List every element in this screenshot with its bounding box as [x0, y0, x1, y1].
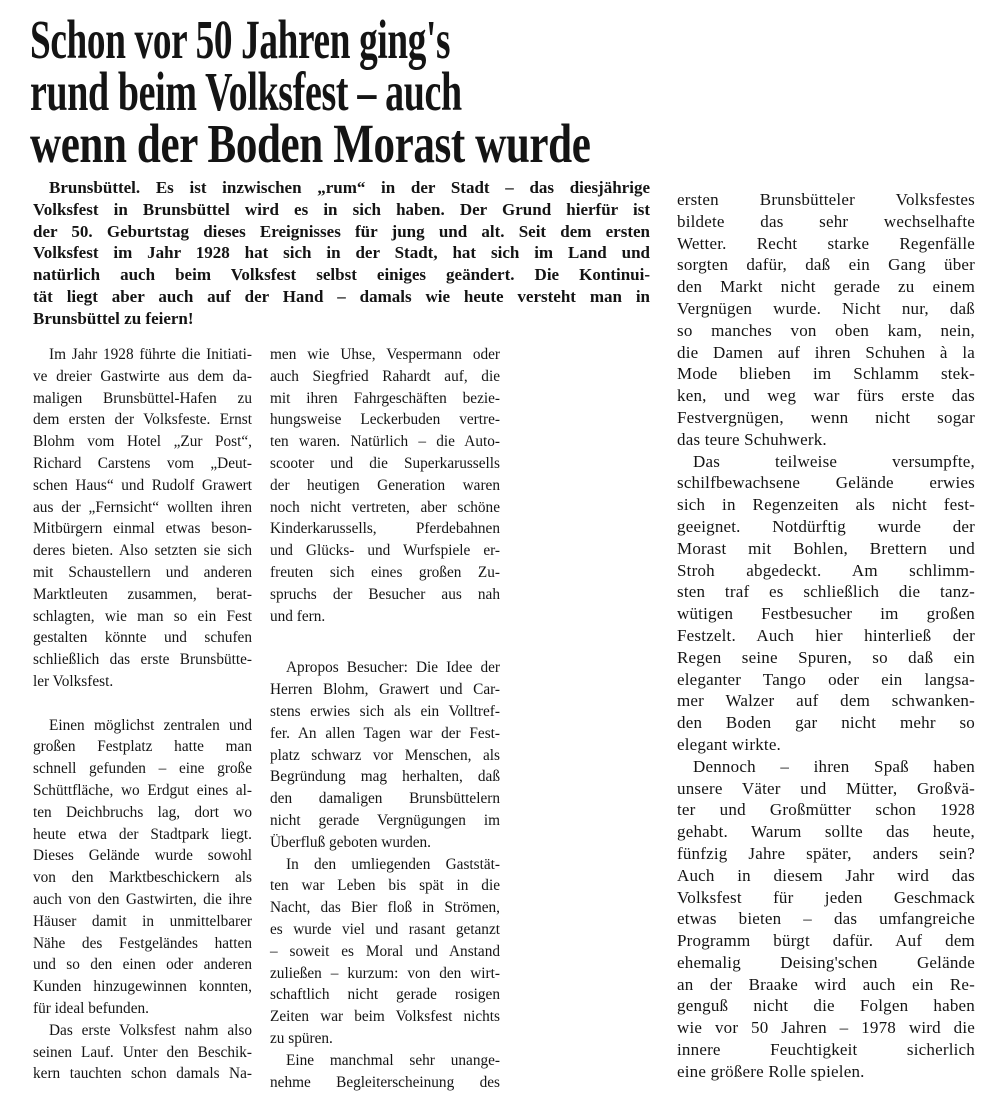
- text-line: Apropos Besucher: Die Idee der: [286, 659, 500, 677]
- text-line: Volksfest in Brunsbüttel wird es in sich haben. Der Grund hierfür ist: [33, 199, 650, 219]
- text-line: von den Marktbeschickern als: [33, 869, 252, 887]
- paragraph: [33, 1020, 252, 1085]
- text-line: Überfluß geboten wurden.: [270, 833, 431, 851]
- paragraph: [33, 715, 252, 1020]
- text-line: schnell gefunden – eine große: [33, 760, 252, 778]
- text-line: das teure Schuhwerk.: [677, 429, 827, 449]
- text-line: nehme Begleiterscheinung des: [270, 1073, 500, 1091]
- text-line: – soweit es Moral und Anstand: [270, 942, 500, 960]
- text-line: der 50. Geburtstag dieses Ereignisses für jung und alt. Seit dem ersten: [33, 221, 650, 241]
- text-line: Das teilweise versumpfte,: [693, 451, 975, 471]
- paragraph: [270, 854, 500, 1050]
- text-line: fer. An allen Tagen war der Fest-: [270, 724, 500, 742]
- paragraph: [677, 756, 975, 1083]
- article-column-2: [270, 344, 500, 1093]
- text-line: Vergnügen wurde. Nicht nur, daß: [677, 298, 975, 318]
- headline-line: wenn der Boden Morast wurde: [30, 113, 591, 174]
- text-line: sich in Regenzeiten als nicht fest-: [677, 495, 975, 515]
- text-line: Wetter. Recht starke Regenfälle: [677, 233, 975, 253]
- text-line: gehabt. Warum sollte das heute,: [677, 822, 975, 842]
- text-line: hungsweise Leckerbuden vertre-: [270, 411, 500, 429]
- text-line: auch von den Gastwirten, die ihre: [33, 890, 252, 908]
- text-line: eleganter Tango oder ein langsa-: [677, 669, 975, 689]
- text-line: schließlich das erste Brunsbütte-: [33, 651, 252, 669]
- text-line: kern tauchten schon damals Na-: [33, 1065, 252, 1083]
- text-line: fünfzig Jahre später, anders sein?: [677, 843, 975, 863]
- text-line: Herren Blohm, Grawert und Car-: [270, 681, 500, 699]
- text-line: ten waren. Natürlich – die Auto-: [270, 433, 500, 451]
- text-line: an der Braake wird auch ein Re-: [677, 974, 975, 994]
- text-line: zuließen – kurzum: von den wirt-: [270, 964, 500, 982]
- text-line: ehemalig Deising'schen Gelände: [677, 952, 975, 972]
- paragraph: [677, 189, 975, 451]
- text-line: In den umliegenden Gaststät-: [286, 855, 500, 873]
- headline-line: Schon vor 50 Jahren ging's: [30, 9, 451, 70]
- text-line: den Markt nicht gerade zu einem: [677, 277, 975, 297]
- text-line: Brunsbüttel. Es ist inzwischen „rum“ in der Stadt – das diesjährige: [49, 178, 650, 197]
- text-line: schilfbewachsene Gelände erwies: [677, 473, 975, 493]
- article-column-1: [33, 344, 252, 1085]
- text-line: zu spüren.: [270, 1029, 333, 1047]
- text-line: unsere Väter und Mütter, Großvä-: [677, 778, 975, 798]
- text-line: ten war Leben bis spät in die: [270, 877, 500, 895]
- article-column-3: [677, 189, 975, 1083]
- text-line: schaftlich nicht gerade rosigen: [270, 986, 500, 1004]
- text-line: ve dreier Gastwirte aus dem da-: [33, 367, 252, 385]
- article-headline: [30, 9, 990, 174]
- text-line: nicht gerade Vergnügungen im: [270, 811, 500, 829]
- text-line: maligen Brunsbüttel-Hafen zu: [33, 389, 252, 407]
- text-line: Brunsbüttel zu feiern!: [33, 308, 194, 328]
- text-line: Kunden hinzugewinnen konnten,: [33, 978, 252, 996]
- text-line: sorgten dafür, daß ein Gang über: [677, 255, 975, 275]
- headline-line: rund beim Volksfest – auch: [30, 61, 462, 122]
- text-line: Marktleuten zusammen, berat-: [33, 585, 252, 603]
- text-line: platz schwarz vor Menschen, als: [270, 746, 500, 764]
- text-line: Zeiten war beim Volksfest nichts: [270, 1008, 500, 1026]
- text-line: Eine manchmal sehr unange-: [286, 1051, 500, 1069]
- text-line: mit ihren Fahrgeschäften bezie-: [270, 389, 500, 407]
- text-line: den damaligen Brunsbüttelern: [270, 790, 500, 808]
- text-line: heute etwa der Stadtpark liegt.: [33, 825, 252, 843]
- paragraph: [270, 1050, 500, 1094]
- paragraph: [33, 344, 252, 693]
- text-line: Festzelt. Auch hier hinterließ der: [677, 625, 975, 645]
- article-lead: [33, 177, 650, 330]
- text-line: Einen möglichst zentralen und: [49, 716, 252, 734]
- text-line: seinen Lauf. Unter den Beschik-: [33, 1043, 252, 1061]
- text-line: Programm bürgt dafür. Auf dem: [677, 931, 975, 951]
- text-line: natürlich auch beim Volksfest selbst einiges geändert. Die Kontinui-: [33, 265, 650, 285]
- text-line: ter und Großmütter schon 1928: [677, 800, 975, 820]
- text-line: Schüttfläche, wo Erdgut eines al-: [33, 781, 252, 799]
- text-line: Mitbürgern einmal etwas beson-: [33, 520, 252, 538]
- text-line: sten traf es schließlich die tanz-: [677, 582, 975, 602]
- text-line: schlagten, wie man so ein Fest: [33, 607, 252, 625]
- text-line: mer Walzer auf dem schwanken-: [677, 691, 975, 711]
- paragraph: [33, 177, 650, 330]
- text-line: und so den einen oder anderen: [33, 956, 252, 974]
- text-line: Im Jahr 1928 führte die Initiati-: [49, 346, 252, 363]
- text-line: scooter und die Superkarussells: [270, 454, 500, 472]
- text-line: bildete das sehr wechselhafte: [677, 211, 975, 231]
- text-line: großen Festplatz hatte man: [33, 738, 252, 756]
- text-line: Stroh abgedeckt. Am schlimm-: [677, 560, 975, 580]
- text-line: wie vor 50 Jahren – 1978 wird die: [677, 1018, 975, 1038]
- text-line: Auch in diesem Jahr wird das: [677, 865, 975, 885]
- text-line: men wie Uhse, Vespermann oder: [270, 346, 500, 363]
- text-line: und fern.: [270, 607, 326, 625]
- text-line: die Damen auf ihren Schuhen à la: [677, 342, 975, 362]
- paragraph: [270, 657, 500, 853]
- text-line: und Glücks- und Wurfspiele er-: [270, 542, 500, 560]
- text-line: dem ersten der Volksfeste. Ernst: [33, 411, 252, 429]
- text-line: es wurde viel und rasant getanzt: [270, 920, 500, 938]
- text-line: ten Deichbruchs lag, dort wo: [33, 803, 252, 821]
- text-line: Volksfest für jeden Geschmack: [677, 887, 975, 907]
- text-line: stens erwies sich als ein Volltref-: [270, 702, 500, 720]
- text-line: noch nicht vertreten, aber schöne: [270, 498, 500, 516]
- text-line: spruchs der Besucher aus nah: [270, 585, 500, 603]
- text-line: Mode blieben im Schlamm stek-: [677, 364, 975, 384]
- text-line: Richard Carstens vom „Deut-: [33, 454, 252, 472]
- text-line: den Boden gar nicht mehr so: [677, 713, 975, 733]
- text-line: Begründung mag herhalten, daß: [270, 768, 500, 786]
- text-line: aus der „Fernsicht“ wollten ihren: [33, 498, 252, 516]
- text-line: Dennoch – ihren Spaß haben: [693, 756, 975, 776]
- text-line: der heutigen Generation waren: [270, 476, 500, 494]
- text-line: auch Siegfried Rahardt auf, die: [270, 367, 500, 385]
- text-line: ler Volksfest.: [33, 672, 114, 690]
- text-line: ken, und weg war fürs erste das: [677, 386, 975, 406]
- paragraph: [270, 344, 500, 627]
- text-line: Regen seine Spuren, so daß ein: [677, 647, 975, 667]
- text-line: tät liegt aber auch auf der Hand – damals wie heute versteht man in: [33, 286, 650, 306]
- text-line: Das erste Volksfest nahm also: [49, 1021, 252, 1039]
- text-line: gestalten könnte und schufen: [33, 629, 252, 647]
- text-line: Morast mit Bohlen, Brettern und: [677, 538, 975, 558]
- paragraph: [677, 451, 975, 756]
- text-line: freuten sich eines großen Zu-: [270, 563, 500, 581]
- text-line: Dieses Gelände wurde sowohl: [33, 847, 252, 865]
- text-line: etwas bieten – das umfangreiche: [677, 909, 975, 929]
- text-line: Kinderkarussells, Pferdebahnen: [270, 520, 500, 538]
- text-line: genguß nicht die Folgen haben: [677, 996, 975, 1016]
- text-line: Festvergnügen, wenn nicht sogar: [677, 407, 975, 427]
- text-line: eine größere Rolle spielen.: [677, 1061, 865, 1081]
- text-line: so manches von oben kam, nein,: [677, 320, 975, 340]
- text-line: schen Haus“ und Rudolf Grawert: [33, 476, 252, 494]
- text-line: Volksfest im Jahr 1928 hat sich in der Stadt, hat sich im Land und: [33, 243, 650, 263]
- text-line: geeignet. Notdürftig wurde der: [677, 516, 975, 536]
- text-line: Nacht, das Bier floß in Strömen,: [270, 899, 500, 917]
- text-line: innere Feuchtigkeit sicherlich: [677, 1040, 975, 1060]
- text-line: für ideal befunden.: [33, 999, 149, 1017]
- text-line: mit Schaustellern und anderen: [33, 563, 252, 581]
- text-line: Blohm vom Hotel „Zur Post“,: [33, 433, 252, 451]
- text-line: Häuser damit in unmittelbarer: [33, 912, 252, 930]
- text-line: ersten Brunsbütteler Volksfestes: [677, 190, 975, 209]
- text-line: deres bieten. Also setzten sie sich: [33, 542, 252, 560]
- text-line: elegant wirkte.: [677, 734, 782, 754]
- text-line: Nähe des Festgeländes hatten: [33, 934, 252, 952]
- text-line: wütigen Festbesucher im großen: [677, 604, 975, 624]
